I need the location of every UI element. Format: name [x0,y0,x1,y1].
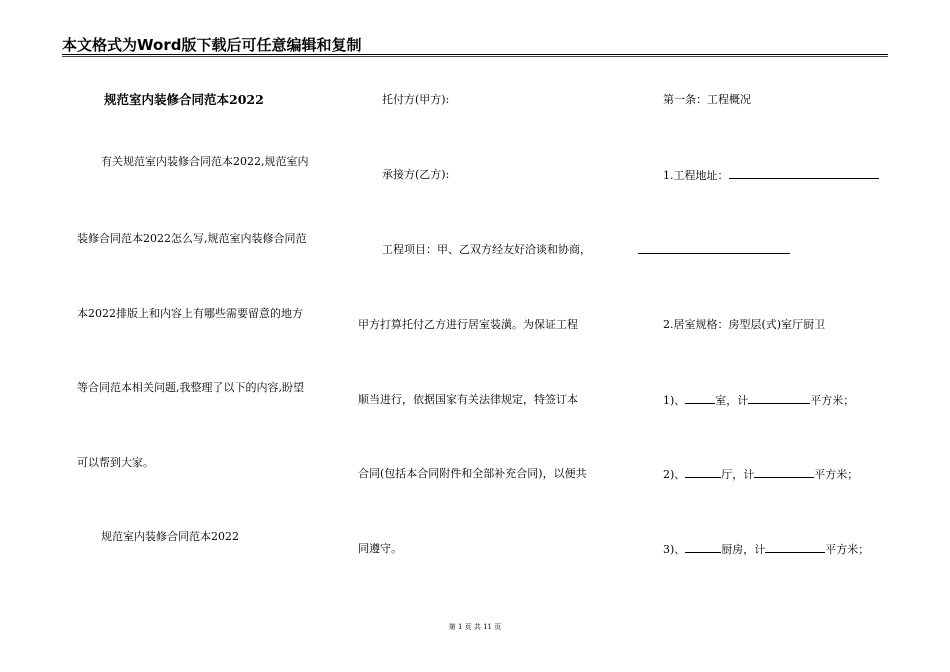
intro-line-1: 有关规范室内装修合同范本2022,规范室内 [101,155,309,168]
item1-blank-b [748,393,810,404]
body-line-2: 顺当进行，依据国家有关法律规定，特签订本 [358,393,578,406]
address-label: 1.工程地址： [663,169,729,182]
item2-mid: 厅，计 [721,468,755,481]
item1-mid: 室，计 [715,394,749,407]
item1-blank-a [685,393,715,404]
body-line-3: 合同(包括本合同附件和全部补充合同)，以便共 [358,467,587,480]
section-subtitle: 规范室内装修合同范本2022 [101,530,239,543]
document-banner: 本文格式为Word版下载后可任意编辑和复制 [62,36,362,54]
item3-blank-a [685,542,721,553]
room-spec-label: 2.居室规格：房型层(式)室厅厨卫 [663,318,826,331]
banner-rule-thin [62,56,888,57]
banner-rule [62,54,888,55]
body-line-1: 甲方打算托付乙方进行居室装潢。为保证工程 [358,318,578,331]
intro-line-2: 装修合同范本2022怎么写,规范室内装修合同范 [77,232,307,245]
room-item-3 [663,542,869,557]
project-blank [638,243,790,258]
item3-suffix: 平方米； [825,543,870,556]
intro-line-4: 等合同范本相关问题,我整理了以下的内容,盼望 [77,381,304,394]
intro-line-5: 可以帮到大家。 [77,456,154,469]
room-item-2 [663,467,858,482]
room-item-1 [663,393,854,408]
item1-suffix: 平方米； [810,394,855,407]
address-blank [729,168,879,179]
project-line: 工程项目：甲、乙双方经友好洽谈和协商， [382,243,591,256]
party-b-label: 承接方(乙方): [382,168,450,181]
item3-mid: 厨房，计 [721,543,766,556]
address-row [663,168,879,183]
contract-title: 规范室内装修合同范本2022 [104,92,264,107]
article-1-heading: 第一条：工程概况 [663,93,751,106]
item3-blank-b [765,542,825,553]
item2-blank-a [685,467,721,478]
intro-line-3: 本2022排版上和内容上有哪些需要留意的地方 [77,307,303,320]
item2-prefix: 2)、 [663,468,686,481]
item1-prefix: 1)、 [663,394,686,407]
body-line-4: 同遵守。 [358,542,402,555]
item2-blank-b [754,467,814,478]
item2-suffix: 平方米； [814,468,859,481]
item3-prefix: 3)、 [663,543,686,556]
page-footer: 第 1 页 共 11 页 [448,623,502,631]
party-a-label: 托付方(甲方): [382,93,450,106]
